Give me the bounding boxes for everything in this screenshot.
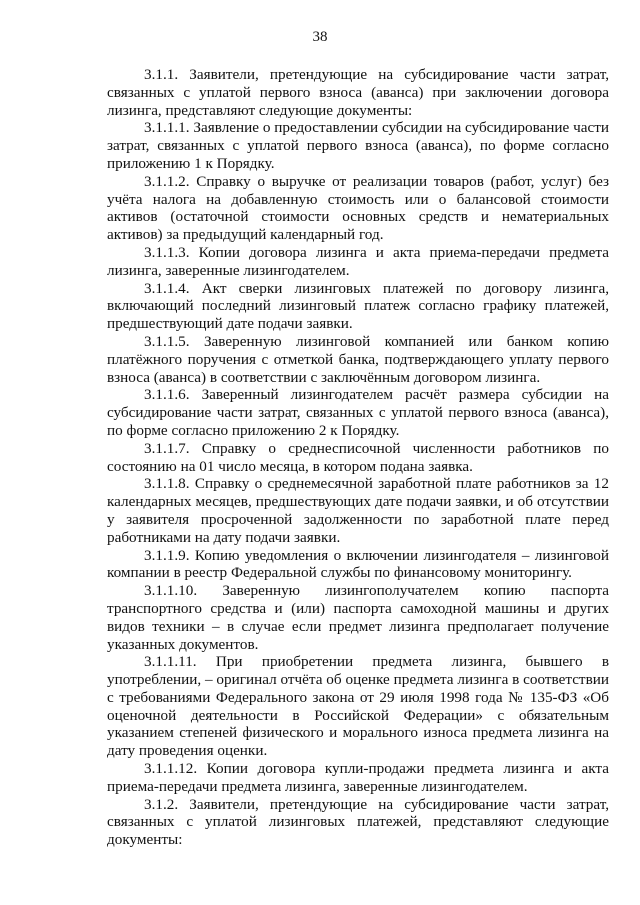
paragraph-3-1-1-7: 3.1.1.7. Справку о среднесписочной численности работников по состоянию на 01 число месяца, в котором подана заявка.	[107, 439, 609, 475]
paragraph-3-1-1-5: 3.1.1.5. Заверенную лизинговой компанией или банком копию платёжного поручения с отметкой банка, подтверждающего уплату первого взноса (аванса) в соответствии с заключённым договором лизинга.	[107, 332, 609, 386]
paragraph-3-1-1-9: 3.1.1.9. Копию уведомления о включении лизингодателя – лизинговой компании в реестр Федеральной службы по финансовому мониторингу.	[107, 546, 609, 582]
paragraph-3-1-1-11: 3.1.1.11. При приобретении предмета лизинга, бывшего в употреблении, – оригинал отчёта об оценке предмета лизинга в соответствии с требованиями Федерального закона от 29 июля 1998 года № 135-ФЗ «Об оценочной деятельности в Российской Федерации» с обязательным указанием степеней физического и морального износа предмета лизинга на дату проведения оценки.	[107, 653, 609, 760]
paragraph-3-1-2: 3.1.2. Заявители, претендующие на субсидирование части затрат, связанных с уплатой лизинговых платежей, представляют следующие документы:	[107, 795, 609, 849]
paragraph-3-1-1-1: 3.1.1.1. Заявление о предоставлении субсидии на субсидирование части затрат, связанных с уплатой первого взноса (аванса), по форме согласно приложению 1 к Порядку.	[107, 119, 609, 172]
paragraph-3-1-1-3: 3.1.1.3. Копии договора лизинга и акта приема-передачи предмета лизинга, заверенные лизингодателем.	[107, 243, 609, 279]
paragraph-3-1-1-2: 3.1.1.2. Справку о выручке от реализации товаров (работ, услуг) без учёта налога на добавленную стоимость или о балансовой стоимости активов (остаточной стоимости основных средств и нематериальных активов) за предыдущий календарный год.	[107, 172, 609, 244]
paragraph-3-1-1-6: 3.1.1.6. Заверенный лизингодателем расчёт размера субсидии на субсидирование части затрат, связанных с уплатой первого взноса (аванса), по форме согласно приложению 2 к Порядку.	[107, 386, 609, 439]
paragraph-3-1-1-10: 3.1.1.10. Заверенную лизингополучателем копию паспорта транспортного средства и (или) паспорта самоходной машины и других видов техники – в случае если предмет лизинга предполагает получение указанных документов.	[107, 582, 609, 653]
page-number: 38	[312, 29, 328, 45]
paragraph-3-1-1-12: 3.1.1.12. Копии договора купли-продажи предмета лизинга и акта приема-передачи предмета лизинга, заверенные лизингодателем.	[107, 760, 609, 795]
paragraph-3-1-1-4: 3.1.1.4. Акт сверки лизинговых платежей по договору лизинга, включающий последний лизинговый платеж согласно графику платежей, предшествующий дате подачи заявки.	[107, 279, 609, 333]
paragraph-3-1-1: 3.1.1. Заявители, претендующие на субсидирование части затрат, связанных с уплатой первого взноса (аванса) при заключении договора лизинга, представляют следующие документы:	[107, 66, 609, 119]
paragraph-3-1-1-8: 3.1.1.8. Справку о среднемесячной заработной плате работников за 12 календарных месяцев, предшествующих дате подачи заявки, и об отсутствии у заявителя просроченной задолженности по заработной плате перед работниками на дату подачи заявки.	[107, 475, 609, 546]
document-body	[107, 66, 609, 849]
